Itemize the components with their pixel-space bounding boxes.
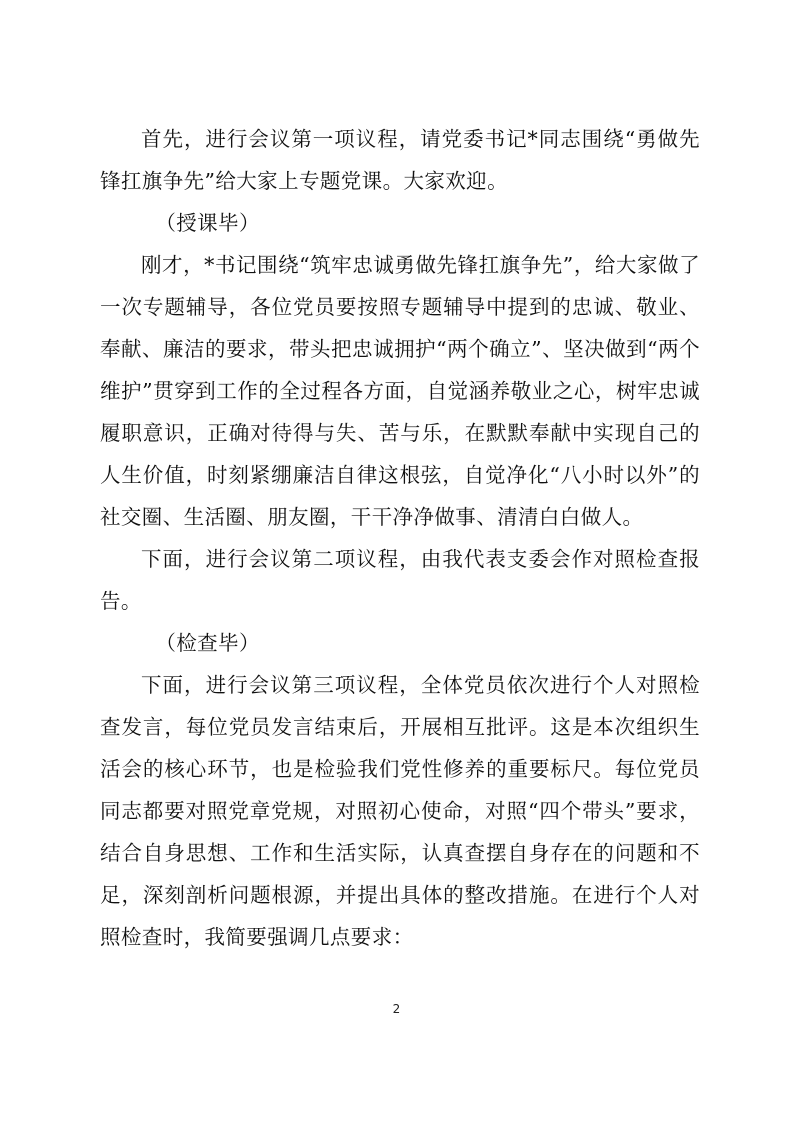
paragraph-third-agenda: 下面，进行会议第三项议程，全体党员依次进行个人对照检查发言，每位党员发言结束后，开展相互批评。这是本次组织生活会的核心环节，也是检验我们党性修养的重要标尺。每位党员同志都要对照党章党规，对照初心使命，对照“四个带头”要求，结合自身思想、工作和生活实际，认真查摆自身存在的问题和不足，深刻剖析问题根源，并提出具体的整改措施。在进行个人对照检查时，我简要强调几点要求： [100,673,700,949]
paragraph-lecture-summary: 刚才，*书记围绕“筑牢忠诚勇做先锋扛旗争先”，给大家做了一次专题辅导，各位党员要按照专题辅导中提到的忠诚、敬业、奉献、廉洁的要求，带头把忠诚拥护“两个确立”、坚决做到“两个维护”贯穿到工作的全过程各方面，自觉涵养敬业之心，树牢忠诚履职意识，正确对待得与失、苦与乐，在默默奉献中实现自己的人生价值，时刻紧绷廉洁自律这根弦，自觉净化“八小时以外”的社交圈、生活圈、朋友圈，干干净净做事、清清白白做人。 [100,253,700,529]
document-body [100,118,700,958]
note-inspection-finished: （检查毕） [155,631,260,655]
paragraph-first-agenda: 首先，进行会议第一项议程，请党委书记*同志围绕“勇做先锋扛旗争先”给大家上专题党课。大家欢迎。 [100,127,700,193]
paragraph-second-agenda: 下面，进行会议第二项议程，由我代表支委会作对照检查报告。 [100,547,700,613]
page-number: 2 [392,1002,401,1016]
note-lecture-finished: （授课毕） [155,211,260,235]
